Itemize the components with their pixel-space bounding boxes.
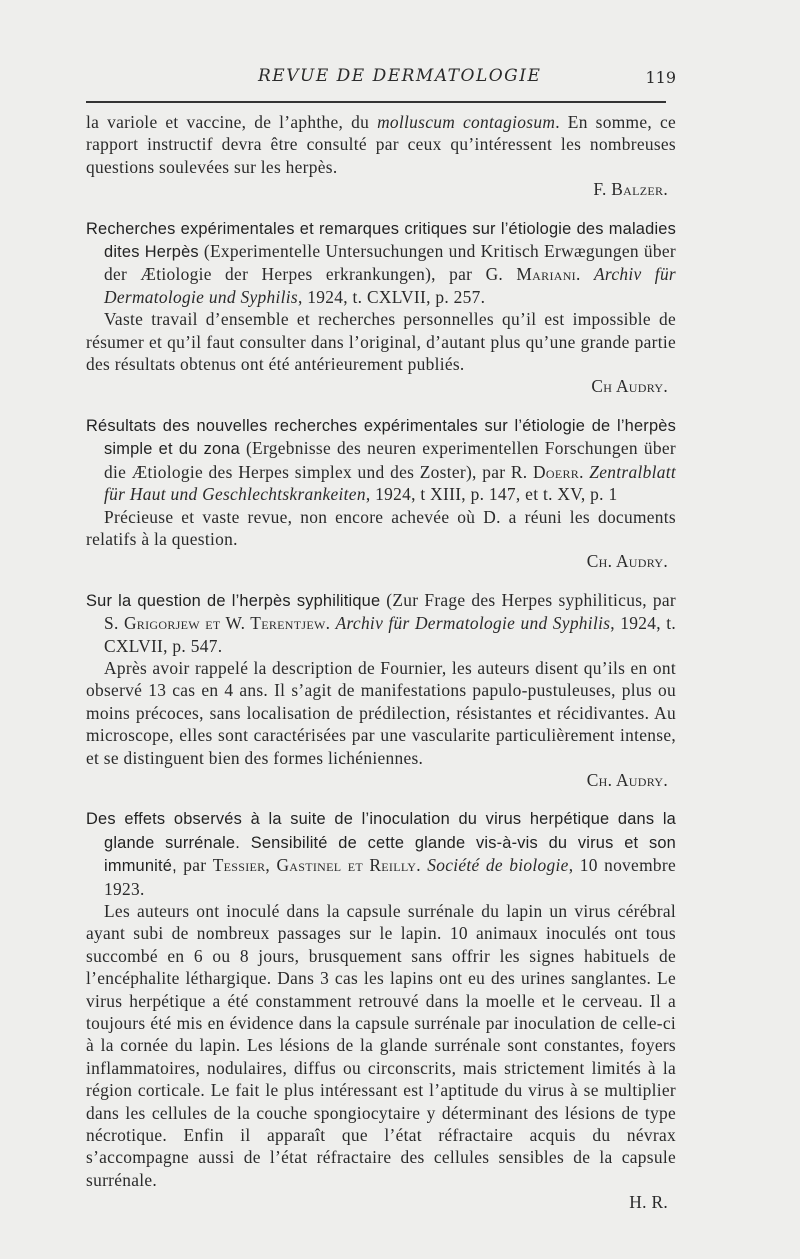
entry-citation — [86, 589, 676, 657]
entry-summary: Après avoir rappelé la description de Fournier, les auteurs disent qu’ils en ont observé 13 cas en 4 ans. Il s’agit de manifestations papulo-pustuleuses, plus ou moins précoces, sans localisation de prédilection, résistantes et récidivantes. Au microscope, elles sont caractérisées par une vascularite particulièrement intense, et se distinguent bien des formes lichéniennes. — [86, 657, 676, 768]
entry-reference: , 1924, t XIII, p. 147, et t. XV, p. 1 — [365, 484, 618, 505]
entry-authors: G. Mariani — [485, 264, 576, 285]
entry-authors: S. Grigorjew et W. Terentjew — [104, 613, 326, 634]
header-rule — [86, 101, 666, 103]
entry-journal: Archiv für Dermatologie und Syphilis — [104, 264, 677, 307]
entry-reference: , 10 novembre 1923. — [104, 855, 677, 899]
entry-original-title: (Experimentelle Untersuchungen und Kritisch Erwægungen über der Ætiologie der Herpes erkrankungen), par — [104, 241, 676, 285]
review-entry — [86, 807, 676, 1213]
entry-reference: , 1924, t. CXLVII, p. 547. — [104, 613, 677, 656]
entry-citation — [86, 217, 676, 309]
page-number: 119 — [645, 68, 676, 87]
entry-journal: Archiv für Dermatologie und Syphilis — [335, 613, 611, 634]
entry-title: Sur la question de l’herpès syphilitique — [86, 591, 381, 610]
entry-signature: Ch. Audry. — [586, 551, 668, 572]
entry-signature: H. R. — [629, 1192, 668, 1213]
intro-signature: F. Balzer. — [593, 179, 668, 200]
entry-separator: . — [325, 613, 336, 634]
entry-title: Résultats des nouvelles recherches expérimentales sur l’étiologie de l’herpès simple et du zona — [86, 416, 676, 459]
review-entry — [86, 217, 676, 398]
intro-italic-term: molluscum contagiosum — [377, 112, 556, 132]
entry-separator: . — [575, 264, 594, 285]
entry-title: Des effets observés à la suite de l’inoculation du virus herpétique dans la glande surrénale. Sensibilité de cette glande vis-à-vis du virus et son immunité, — [86, 810, 676, 876]
entry-citation — [86, 807, 676, 900]
intro-text-end: . En somme, ce rapport instructif devra être consulté par ceux qu’intéressent les nombreuses questions soulevées sur les herpès. — [86, 112, 677, 177]
entry-title: Recherches expérimentales et remarques critiques sur l’étiologie des maladies dites Herpès — [86, 219, 676, 262]
entry-separator: . — [416, 855, 428, 876]
review-entry — [86, 414, 676, 573]
entry-citation — [86, 414, 676, 506]
entry-signature: Ch Audry. — [591, 376, 668, 397]
intro-text: la variole et vaccine, de l’aphthe, du — [86, 112, 378, 132]
entry-journal: Zentralblatt für Haut und Geschlechtskrankeiten — [104, 461, 676, 505]
entry-journal: Société de biologie — [427, 855, 569, 876]
entry-original-title: (Zur Frage des Herpes syphiliticus, par — [380, 589, 676, 610]
entry-original-title: (Ergebnisse des neuren experimentellen Forschungen über die Ætiologie des Herpes simplex und des Zoster), par — [104, 438, 676, 482]
review-entry — [86, 589, 676, 792]
article-body — [86, 111, 676, 1214]
entry-signature: Ch. Audry. — [586, 769, 668, 790]
entry-separator: . — [579, 461, 590, 482]
intro-paragraph — [86, 111, 676, 178]
entry-authors: R. Doerr — [510, 461, 580, 482]
running-title: REVUE DE DERMATOLOGIE — [258, 66, 542, 86]
entry-reference: , 1924, t. CXLVII, p. 257. — [297, 286, 486, 307]
entry-summary: Précieuse et vaste revue, non encore achevée où D. a réuni les documents relatifs à la question. — [86, 506, 676, 549]
entry-summary: Les auteurs ont inoculé dans la capsule surrénale du lapin un virus cérébral ayant subi de nombreux passages sur le lapin. 10 animaux inoculés ont tous succombé en 6 ou 8 jours, brusquement sans offrir les signes habituels de l’encéphalite léthargique. Dans 3 cas les lapins ont eu des urines sanglantes. Le virus herpétique a été constamment retrouvé dans la moelle et le cerveau. Il a toujours été mis en évidence dans la capsule surrénale par inoculation de celle-ci à la cornée du lapin. Les lésions de la glande surrénale sont constantes, foyers inflammatoires, nodulaires, diffus ou circonscrits, mais strictement limités à la région corticale. Le fait le plus intéressant est l’aptitude du virus à se multiplier dans les cellules de la couche spongiocytaire y déterminant des lésions de type nécrotique. Enfin il apparaît que l’état réfractaire acquis du névrax s’accompagne aussi de l’état réfractaire des cellules sensibles de la capsule surrénale. — [86, 901, 676, 1190]
entry-summary: Vaste travail d’ensemble et recherches personnelles qu’il est impossible de résumer et qu’il faut consulter dans l’original, d’autant plus qu’une grande partie des résultats obtenus ont été antérieurement publiés. — [86, 309, 676, 375]
running-header — [86, 62, 676, 96]
entry-original-title: par — [176, 855, 213, 876]
entry-authors: Tessier, Gastinel et Reilly — [212, 855, 417, 876]
